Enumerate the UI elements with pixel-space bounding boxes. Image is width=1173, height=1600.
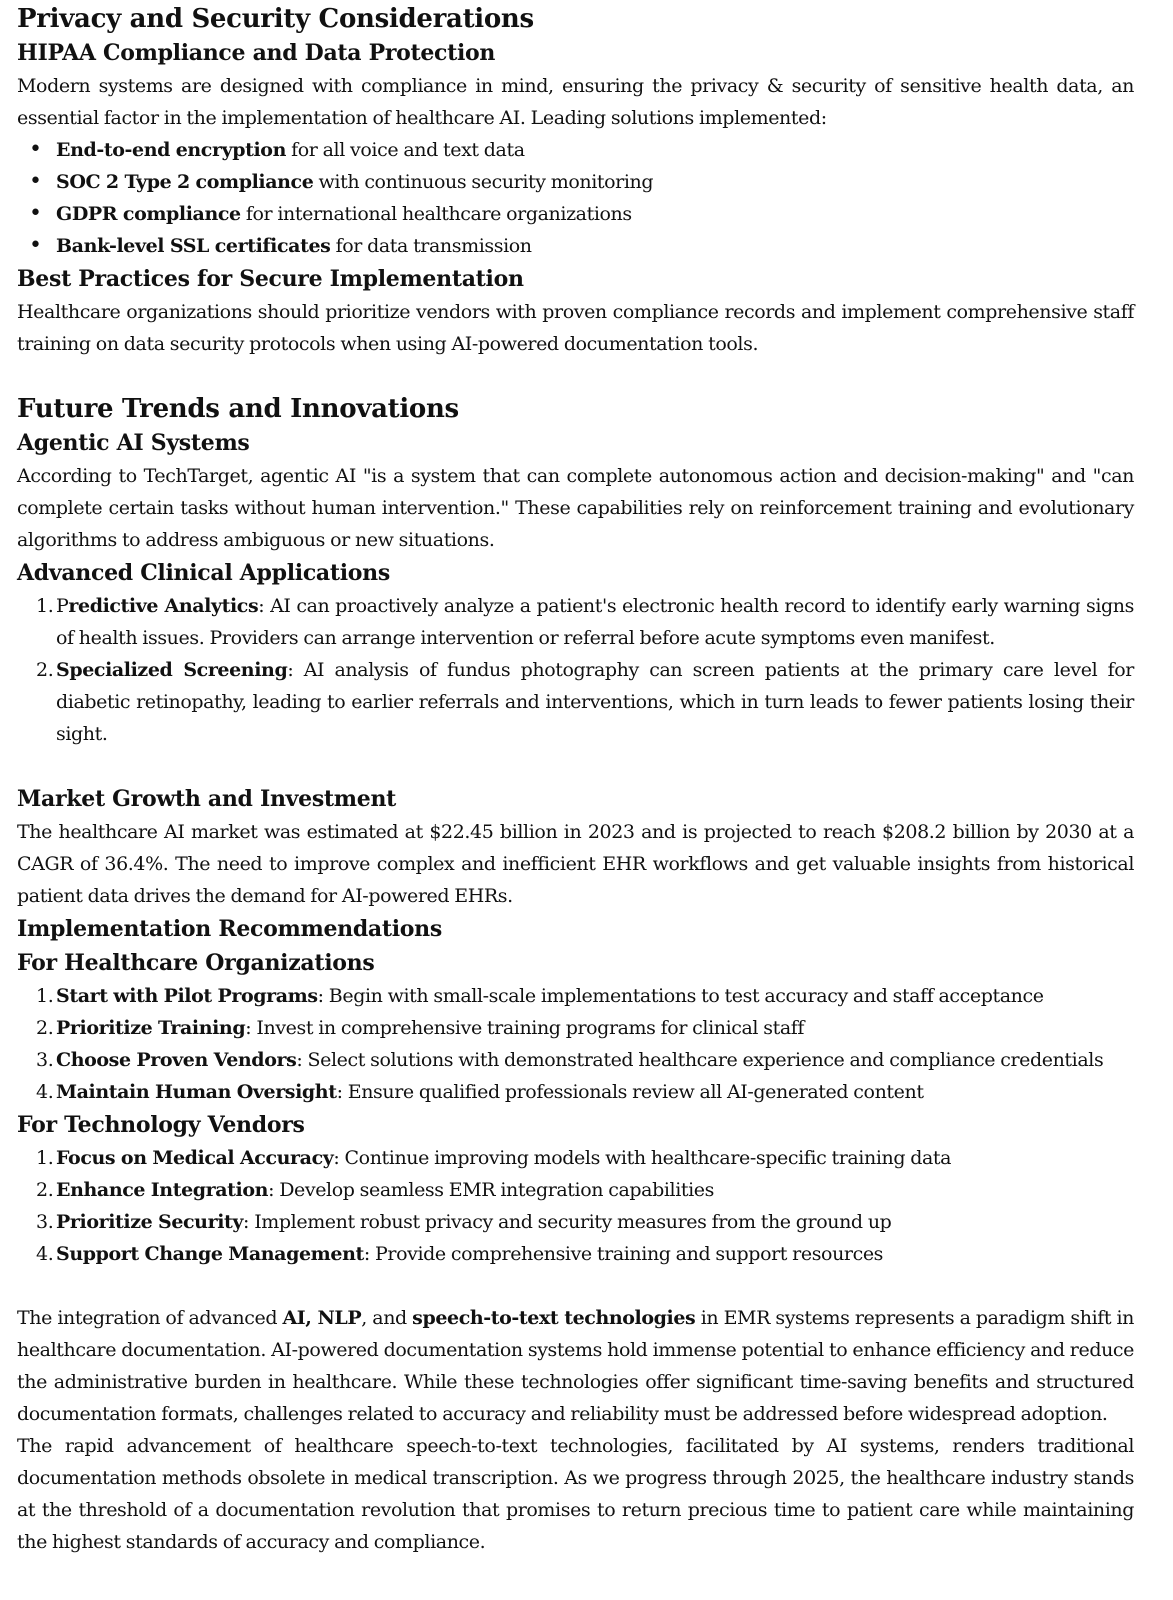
orgs-list: [17, 980, 1134, 1108]
implementation-section: [17, 912, 1134, 1270]
clinical-list: [17, 590, 1134, 750]
list-item: 2. Enhance Integration: Develop seamless EMR integration capabilities: [36, 1179, 714, 1201]
list-item: 4. Support Change Management: Provide comprehensive training and support resources: [36, 1243, 884, 1265]
bullet-item: • SOC 2 Type 2 compliance with continuous security monitoring: [17, 166, 1134, 198]
bullet-item: • GDPR compliance for international healthcare organizations: [17, 198, 1134, 230]
market-paragraph: The healthcare AI market was estimated at $22.45 billion in 2023 and is projected to reach $208.2 billion by 2030 at a CAGR of 36.4%. The need to improve complex and inefficient EHR workflows and get valuable insights from historical patient data drives the demand for AI-powered EHRs.: [17, 821, 1134, 907]
list-item: 1. Focus on Medical Accuracy: Continue improving models with healthcare-specific training data: [36, 1147, 952, 1169]
list-item: 2. Prioritize Training: Invest in comprehensive training programs for clinical staff: [36, 1017, 805, 1039]
conclusion-paragraph-1: The integration of advanced AI, NLP, and speech-to-text technologies in EMR systems represents a paradigm shift in healthcare documentation. AI-powered documentation systems hold immense potential to enhance efficiency and reduce the administrative burden in healthcare. While these technologies offer significant time-saving benefits and structured documentation formats, challenges related to accuracy and reliability must be addressed before widespread adoption.: [17, 1307, 1134, 1425]
hipaa-heading: HIPAA Compliance and Data Protection: [17, 40, 496, 66]
list-item: 1. Predictive Analytics: AI can proactively analyze a patient's electronic health record to identify early warning signs of health issues. Providers can arrange intervention or referral before acute symptoms even manifest.: [36, 595, 1134, 649]
clinical-heading: Advanced Clinical Applications: [17, 560, 390, 586]
conclusion-paragraph-2: The rapid advancement of healthcare speech-to-text technologies, facilitated by AI systems, renders traditional documentation methods obsolete in medical transcription. As we progress through 2025, the healthcare industry stands at the threshold of a documentation revolution that promises to return precious time to patient care while maintaining the highest standards of accuracy and compliance.: [17, 1435, 1134, 1553]
best-practices-heading: Best Practices for Secure Implementation: [17, 266, 524, 292]
market-section: [17, 782, 1134, 912]
conclusion-section: [17, 1302, 1134, 1558]
privacy-title: Privacy and Security Considerations: [17, 4, 534, 34]
future-section: [17, 392, 1134, 750]
list-item: 3. Choose Proven Vendors: Select solutions with demonstrated healthcare experience and compliance credentials: [36, 1049, 1104, 1071]
agentic-heading: Agentic AI Systems: [17, 430, 250, 456]
hipaa-paragraph: Modern systems are designed with compliance in mind, ensuring the privacy & security of sensitive health data, an essential factor in the implementation of healthcare AI. Leading solutions implemented:: [17, 75, 1134, 129]
list-item: 3. Prioritize Security: Implement robust privacy and security measures from the ground up: [36, 1211, 892, 1233]
vendors-list: [17, 1142, 1134, 1270]
market-heading: Market Growth and Investment: [17, 786, 397, 812]
vendors-heading: For Technology Vendors: [17, 1112, 305, 1138]
list-item: 4. Maintain Human Oversight: Ensure qualified professionals review all AI-generated content: [36, 1081, 924, 1103]
best-practices-paragraph: Healthcare organizations should prioritize vendors with proven compliance records and implement comprehensive staff training on data security protocols when using AI-powered documentation tools.: [17, 301, 1134, 355]
orgs-heading: For Healthcare Organizations: [17, 950, 375, 976]
security-bullet-list: [17, 134, 1134, 262]
future-title: Future Trends and Innovations: [17, 394, 459, 424]
implementation-heading: Implementation Recommendations: [17, 916, 442, 942]
list-item: 2. Specialized Screening: AI analysis of fundus photography can screen patients at the primary care level for diabetic retinopathy, leading to earlier referrals and interventions, which in turn leads to fewer patients losing their sight.: [36, 659, 1134, 745]
privacy-section: [17, 2, 1134, 360]
bullet-item: • End-to-end encryption for all voice and text data: [17, 134, 1134, 166]
list-item: 1. Start with Pilot Programs: Begin with small-scale implementations to test accuracy and staff acceptance: [36, 985, 1044, 1007]
agentic-paragraph: According to TechTarget, agentic AI "is a system that can complete autonomous action and decision-making" and "can complete certain tasks without human intervention." These capabilities rely on reinforcement training and evolutionary algorithms to address ambiguous or new situations.: [17, 465, 1134, 551]
bullet-item: • Bank-level SSL certificates for data transmission: [17, 230, 1134, 262]
